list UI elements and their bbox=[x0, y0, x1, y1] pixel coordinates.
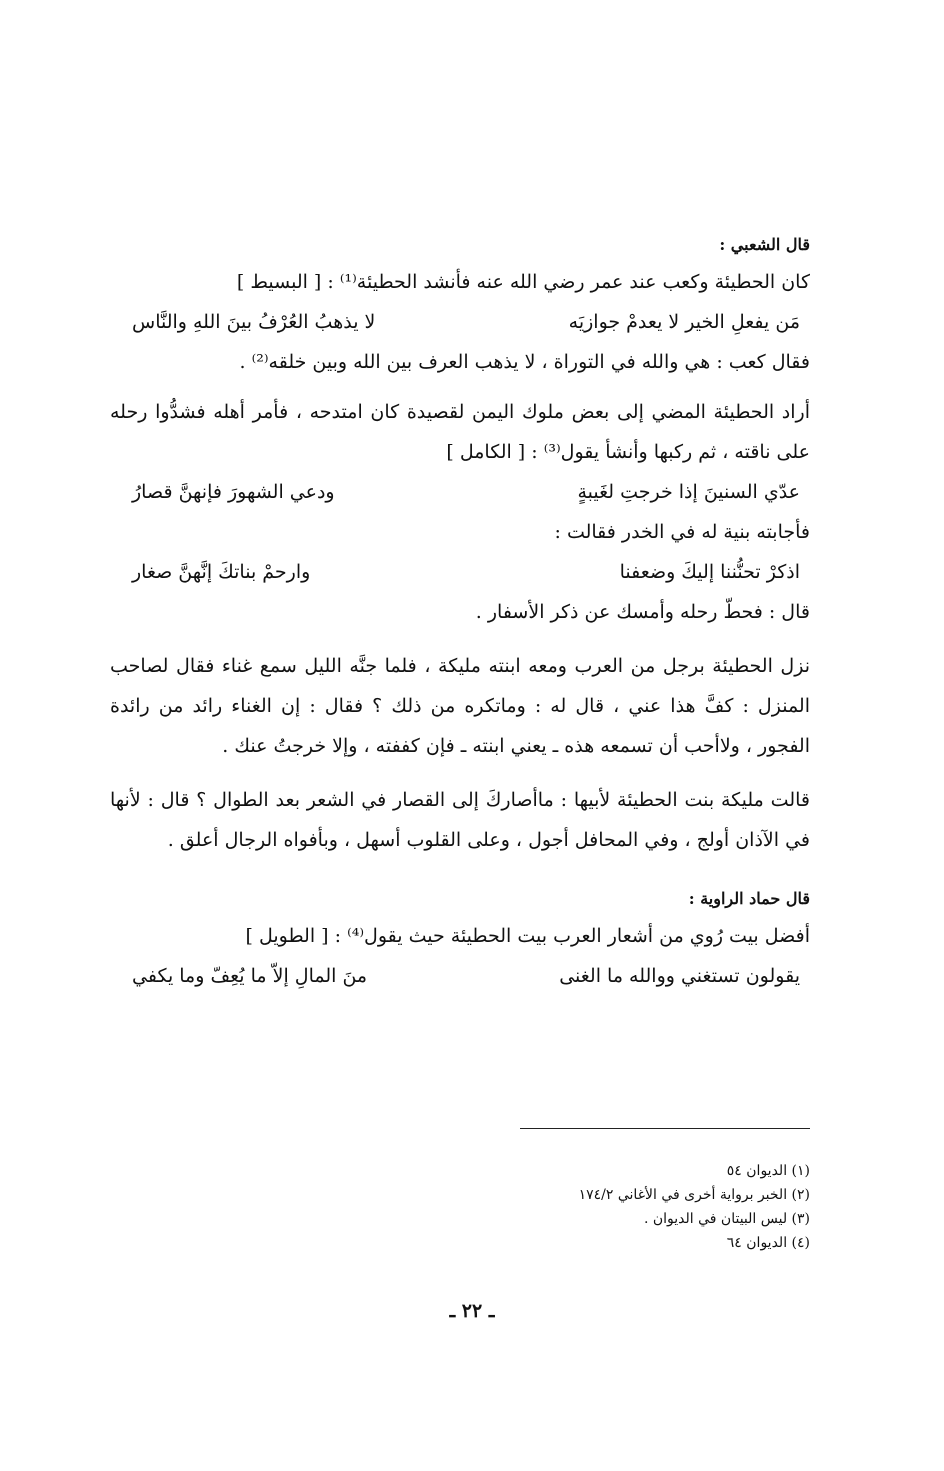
verse-first-hemistich: يقولون تستغني ووالله ما الغنى bbox=[559, 965, 800, 987]
text-line: قال : فحطّ رحله وأمسك عن ذكر الأسفار . bbox=[475, 601, 810, 623]
paragraph: أراد الحطيئة المضي إلى بعض ملوك اليمن لقصيدة كان امتدحه ، فأمر أهله فشدُّوا رحله على ناقته ، ثم ركبها وأنشأ يقول⁽³⁾ : [ الكامل ] bbox=[110, 401, 810, 463]
footnote: (٢) الخبر برواية أخرى في الأغاني ١٧٤/٢ bbox=[578, 1187, 810, 1203]
verse-first-hemistich: عدّي السنينَ إذا خرجتِ لغَيبةٍ bbox=[577, 481, 800, 503]
section-heading: قال حماد الراوية : bbox=[688, 889, 810, 908]
text-line: فقال كعب : هي والله في التوراة ، لا يذهب العرف بين الله وبين خلقه⁽²⁾ . bbox=[239, 351, 810, 373]
footnote: (٣) ليس البيتان في الديوان . bbox=[643, 1211, 810, 1227]
verse-first-hemistich: مَن يفعلِ الخير لا يعدمْ جوازيَه bbox=[568, 311, 800, 333]
section-singing bbox=[110, 646, 810, 766]
poem-verse bbox=[110, 956, 810, 996]
page-body bbox=[110, 232, 810, 996]
text-line: أفضل بيت رُوي من أشعار العرب بيت الحطيئة حيث يقول⁽⁴⁾ : [ الطويل ] bbox=[245, 925, 810, 947]
section-shabi bbox=[110, 232, 810, 382]
poem-verse bbox=[110, 302, 810, 342]
footnotes bbox=[520, 1128, 810, 1255]
section-short-poems bbox=[110, 780, 810, 860]
section-journey bbox=[110, 392, 810, 632]
verse-second-hemistich: وارحمْ بناتكَ إنَّهنَّ صغار bbox=[132, 561, 311, 583]
poem-verse bbox=[110, 472, 810, 512]
paragraph: نزل الحطيئة برجل من العرب ومعه ابنته مليكة ، فلما جنَّه الليل سمع غناء فقال لصاحب المنزل : كفَّ هذا عني ، قال له : وماتكره من ذلك ؟ فقال : إن الغناء رائد من رائدة الفجور ، ولاأحب أن تسمعه هذه ـ يعني ابنته ـ فإن كففته ، وإلا خرجتُ عنك . bbox=[110, 655, 810, 757]
section-heading: قال الشعبي : bbox=[719, 235, 810, 254]
page-number: ـ ٢٢ ـ bbox=[449, 1300, 495, 1322]
section-hammad bbox=[110, 886, 810, 996]
poem-verse bbox=[110, 552, 810, 592]
text-line: فأجابته بنية له في الخدر فقالت : bbox=[554, 521, 810, 543]
footnote: (٤) الديوان ٦٤ bbox=[726, 1235, 810, 1251]
text-line: كان الحطيئة وكعب عند عمر رضي الله عنه فأنشد الحطيئة⁽¹⁾ : [ البسيط ] bbox=[236, 271, 810, 293]
verse-second-hemistich: لا يذهبُ العُرْفُ بينَ اللهِ والنَّاس bbox=[132, 311, 376, 333]
verse-second-hemistich: منَ المالِ إلاّ ما يُعِفّ وما يكفي bbox=[132, 965, 368, 987]
verse-first-hemistich: اذكرْ تحنُّننا إليكَ وضعفنا bbox=[619, 561, 800, 583]
footnote: (١) الديوان ٥٤ bbox=[726, 1163, 810, 1179]
verse-second-hemistich: ودعي الشهورَ فإنهنَّ قصارُ bbox=[132, 481, 335, 503]
paragraph: قالت مليكة بنت الحطيئة لأبيها : ماأصاركَ إلى القصار في الشعر بعد الطوال ؟ قال : لأنها في الآذان أولج ، وفي المحافل أجول ، وعلى القلوب أسهل ، وبأفواه الرجال أعلق . bbox=[110, 789, 810, 851]
